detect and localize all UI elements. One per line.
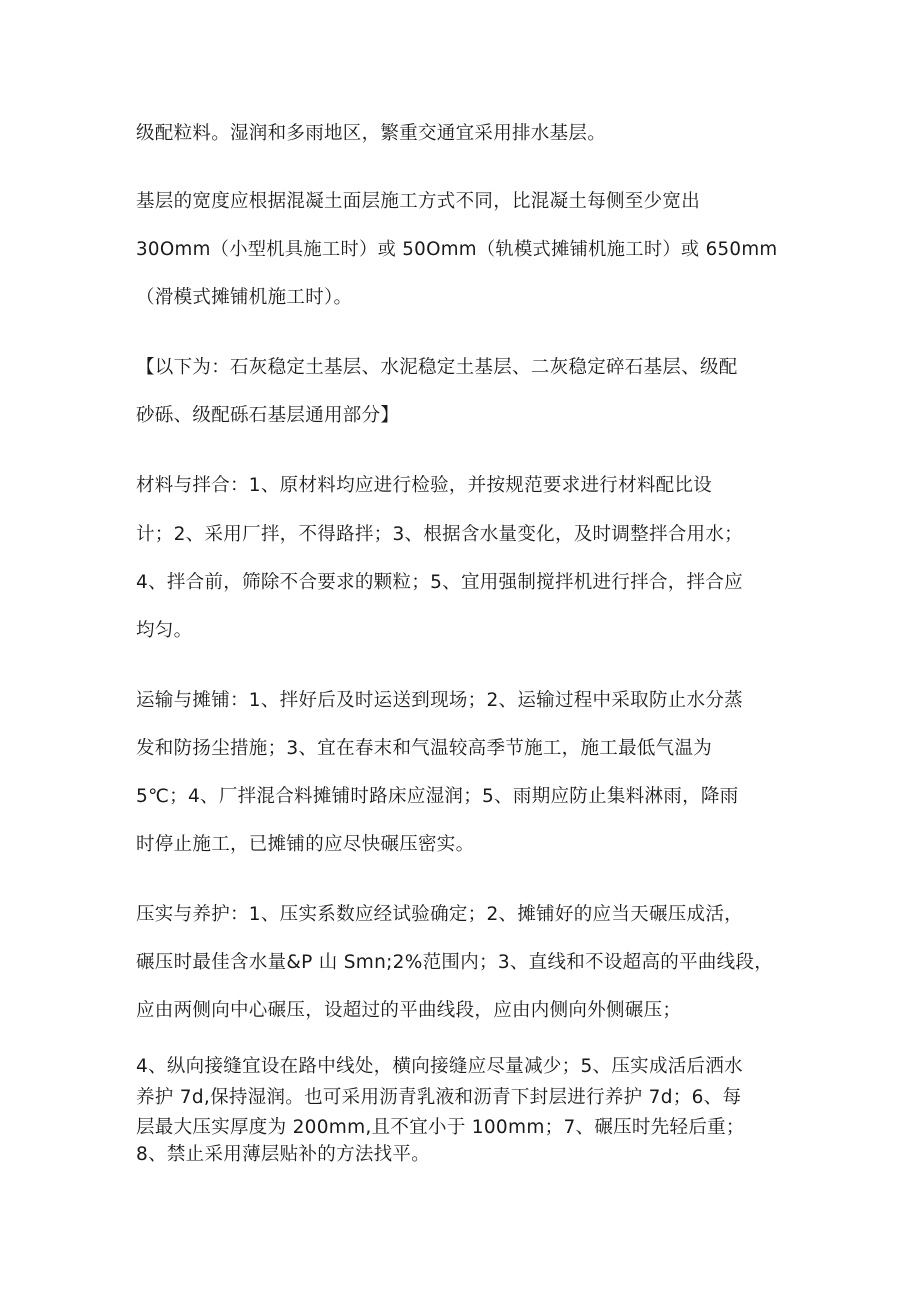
text-line: 砂砾、级配砾石基层通用部分】 (136, 405, 400, 426)
text-line: 8、禁止采用薄层贴补的方法找平。 (136, 1144, 431, 1165)
text-line: 养护 7d,保持湿润。也可采用沥青乳液和沥青下封层进行养护 7d；6、每 (136, 1087, 742, 1108)
text-line: 30Omm（小型机具施工时）或 50Omm（轨模式摊铺机施工时）或 650mm (136, 239, 778, 260)
text-line: 基层的宽度应根据混凝土面层施工方式不同，比混凝土每侧至少宽出 (136, 191, 701, 212)
text-line: 碾压时最佳含水量&P 山 Smn;2%范围内；3、直线和不设超高的平曲线段， (136, 952, 774, 973)
text-line: 级配粒料。湿润和多雨地区，繁重交通宜采用排水基层。 (136, 123, 607, 144)
text-line: （滑模式摊铺机施工时）。 (136, 287, 353, 308)
text-line: 【以下为：石灰稳定土基层、水泥稳定土基层、二灰稳定碎石基层、级配 (136, 357, 738, 378)
text-line: 4、拌合前，筛除不合要求的颗粒；5、宜用强制搅拌机进行拌合，拌合应 (136, 572, 743, 593)
text-line: 材料与拌合：1、原材料均应进行检验，并按规范要求进行材料配比设 (136, 475, 713, 496)
text-line: 均匀。 (136, 620, 193, 641)
text-line: 压实与养护：1、压实系数应经试验确定；2、摊铺好的应当天碾压成活， (136, 904, 743, 925)
text-line: 5℃；4、厂拌混合料摊铺时路床应湿润；5、雨期应防止集料淋雨，降雨 (136, 786, 739, 807)
text-line: 4、纵向接缝宜设在路中线处，横向接缝应尽量减少；5、压实成活后洒水 (136, 1056, 743, 1077)
text-line: 运输与摊铺：1、拌好后及时运送到现场；2、运输过程中采取防止水分蒸 (136, 690, 743, 711)
text-line: 计；2、采用厂拌，不得路拌；3、根据含水量变化，及时调整拌合用水； (136, 524, 743, 545)
text-line: 发和防扬尘措施；3、宜在春末和气温较高季节施工，施工最低气温为 (136, 738, 713, 759)
text-line: 时停止施工，已摊铺的应尽快碾压密实。 (136, 834, 475, 855)
text-line: 层最大压实厚度为 200mm,且不宜小于 100mm；7、碾压时先轻后重； (136, 1117, 745, 1138)
text-line: 应由两侧向中心碾压，设超过的平曲线段，应由内侧向外侧碾压； (136, 1000, 682, 1021)
